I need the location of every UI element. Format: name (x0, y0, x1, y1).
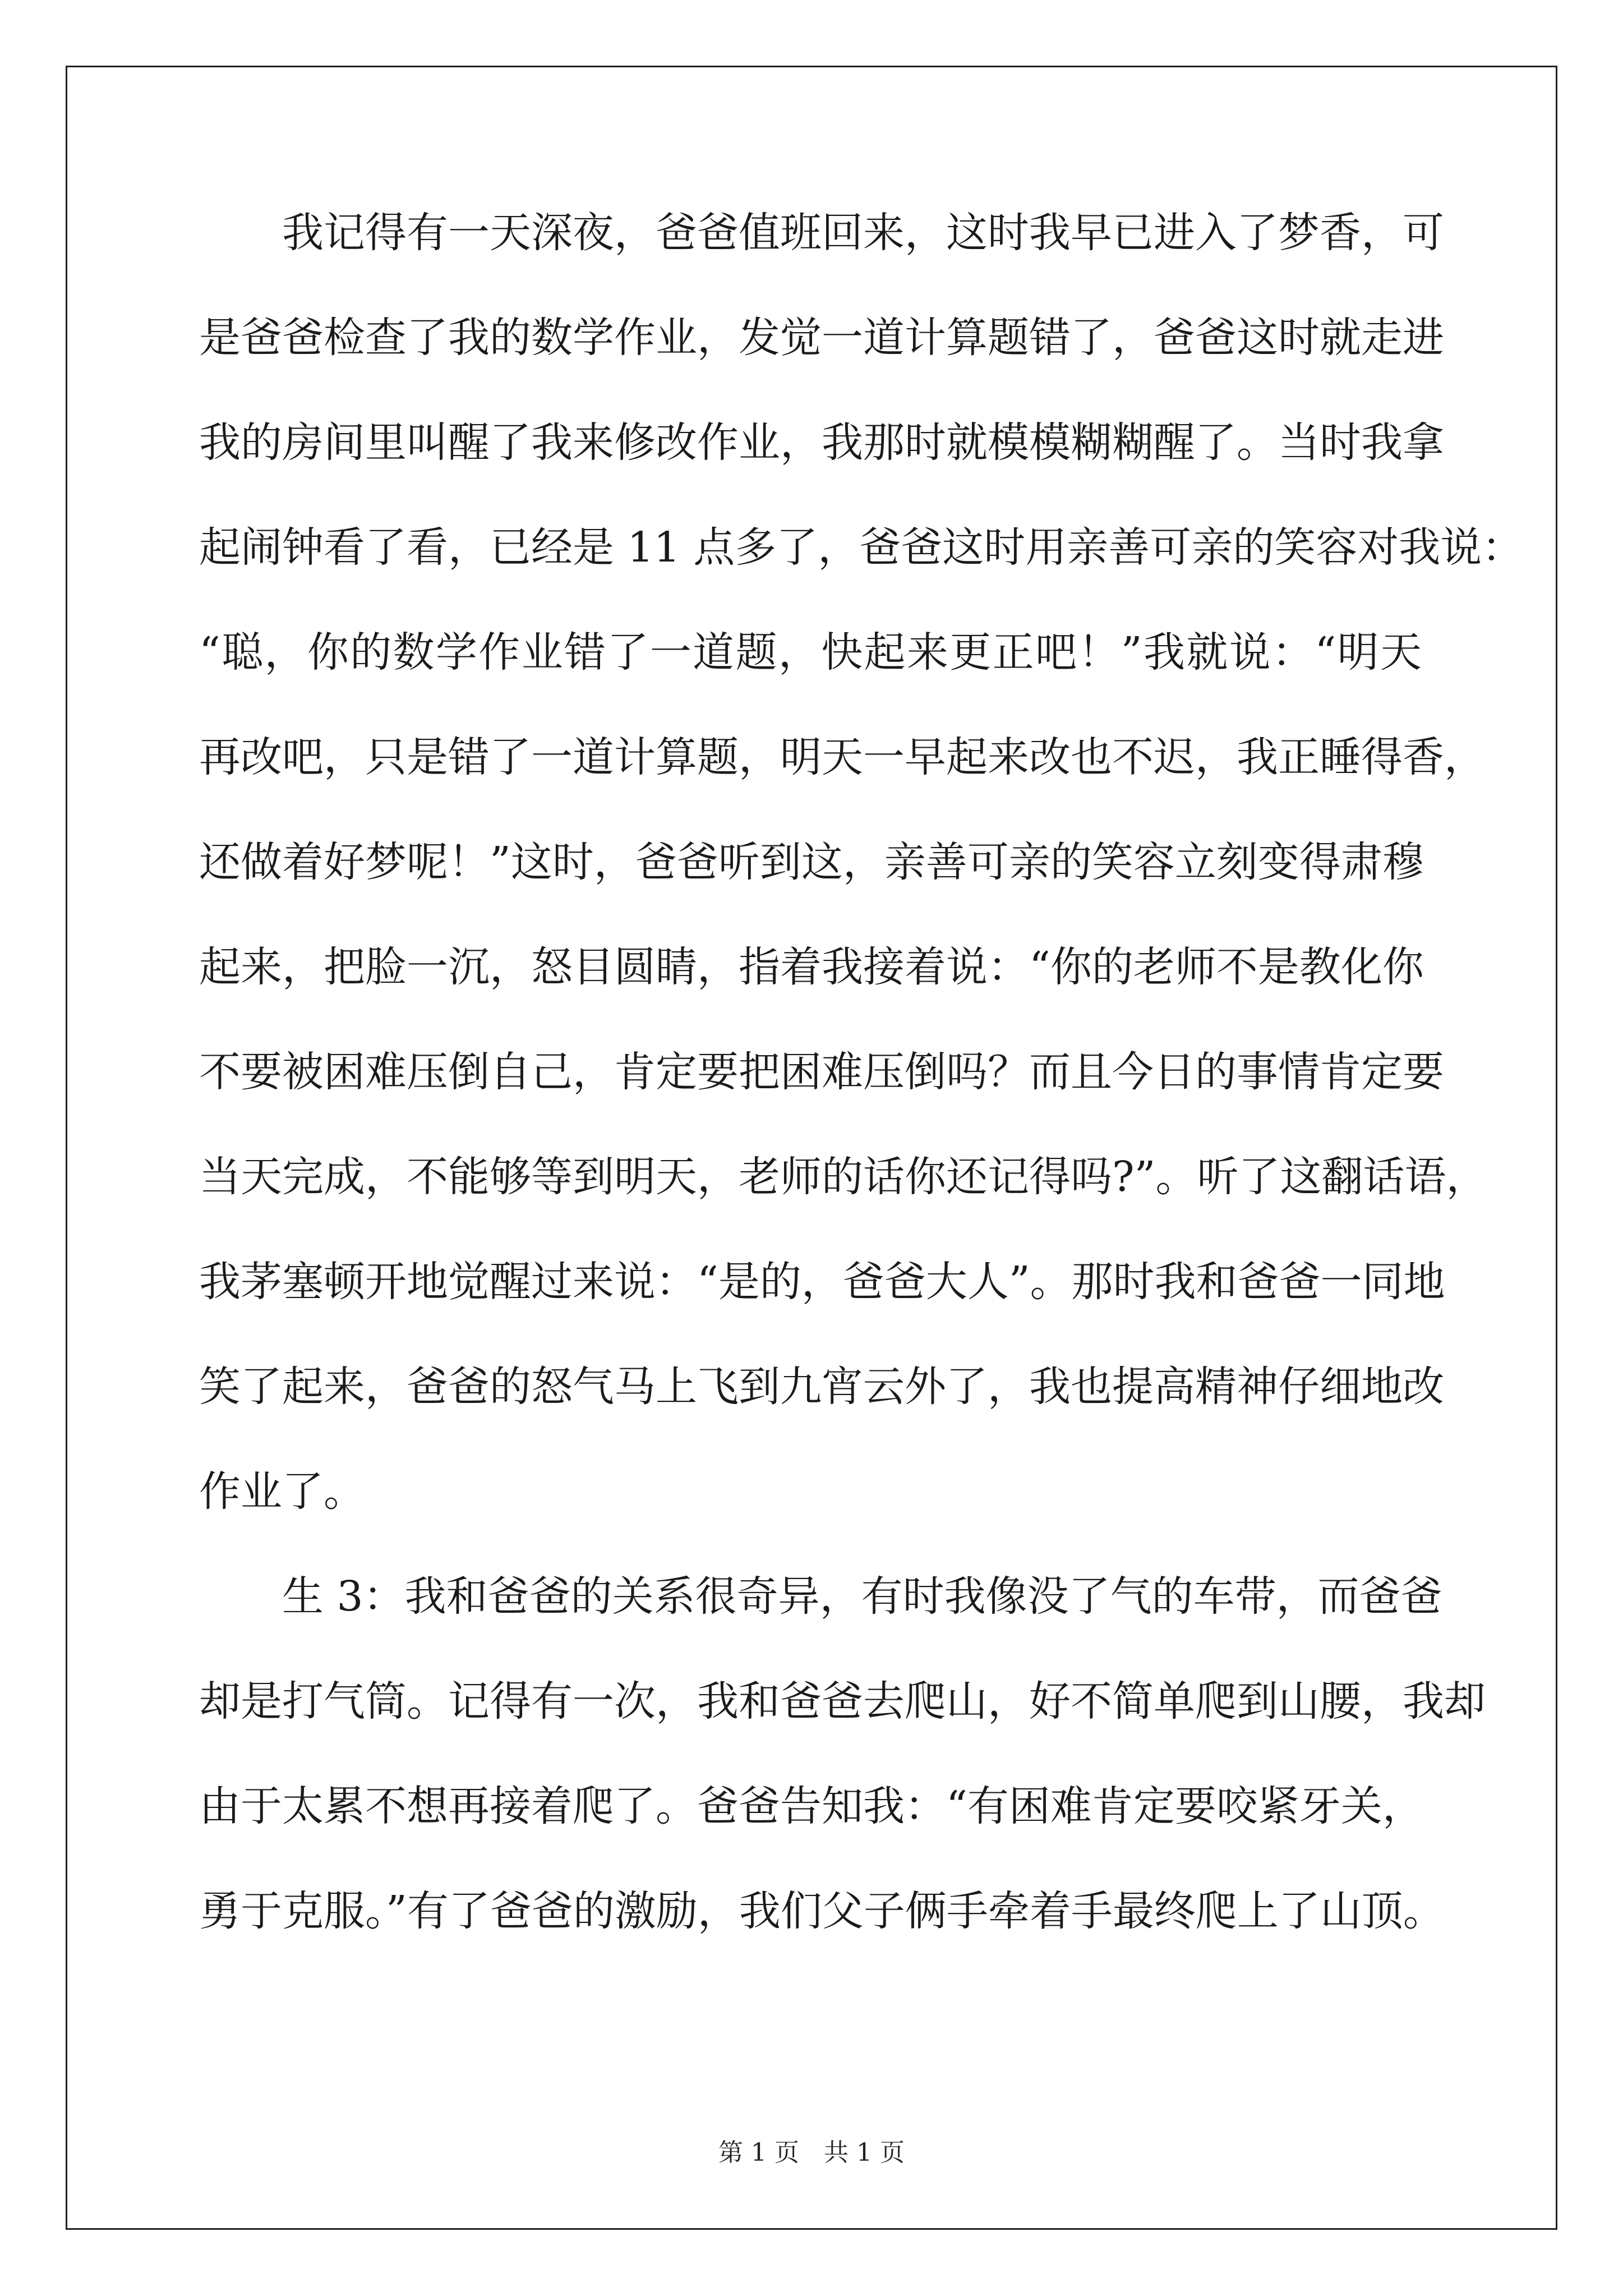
paragraph-1-line-10: 当天完成，不能够等到明天，老师的话你还记得吗?”。听了这翻话语， (199, 1153, 1488, 1201)
paragraph-2-line-3: 由于太累不想再接着爬了。爸爸告知我：“有困难肯定要咬紧牙关， (199, 1782, 1424, 1830)
paragraph-1-line-1: 我记得有一天深夜，爸爸值班回来，这时我早已进入了梦香，可 (282, 209, 1444, 257)
page-footer: 第 1 页 共 1 页 (718, 2138, 905, 2167)
paragraph-1-line-5: “聪，你的数学作业错了一道题，快起来更正吧！”我就说：“明天 (199, 628, 1422, 677)
paragraph-2-line-4: 勇于克服。”有了爸爸的激励，我们父子俩手牵着手最终爬上了山顶。 (199, 1887, 1445, 1935)
paragraph-1-line-6: 再改吧，只是错了一道计算题，明天一早起来改也不迟，我正睡得香， (199, 733, 1486, 781)
paragraph-1-line-8: 起来，把脸一沉，怒目圆睛，指着我接着说：“你的老师不是教化你 (199, 943, 1424, 991)
paragraph-2-line-1: 生 3：我和爸爸的关系很奇异，有时我像没了气的车带，而爸爸 (282, 1572, 1442, 1621)
paragraph-1-line-13: 作业了。 (199, 1467, 365, 1516)
paragraph-1-line-7: 还做着好梦呢！”这时，爸爸听到这，亲善可亲的笑容立刻变得肃穆 (199, 838, 1424, 886)
paragraph-1-line-4: 起闹钟看了看，已经是 11 点多了，爸爸这时用亲善可亲的笑容对我说： (199, 523, 1524, 572)
paragraph-1-line-9: 不要被困难压倒自己，肯定要把困难压倒吗？而且今日的事情肯定要 (199, 1048, 1444, 1096)
paragraph-1-line-2: 是爸爸检查了我的数学作业，发觉一道计算题错了，爸爸这时就走进 (199, 314, 1444, 362)
paragraph-1-line-3: 我的房间里叫醒了我来修改作业，我那时就模模糊糊醒了。当时我拿 (199, 418, 1444, 467)
paragraph-1-line-11: 我茅塞顿开地觉醒过来说：“是的，爸爸大人”。那时我和爸爸一同地 (199, 1258, 1445, 1306)
paragraph-2-line-2: 却是打气筒。记得有一次，我和爸爸去爬山，好不简单爬到山腰，我却 (199, 1677, 1486, 1726)
paragraph-1-line-12: 笑了起来，爸爸的怒气马上飞到九宵云外了，我也提高精神仔细地改 (199, 1363, 1444, 1411)
